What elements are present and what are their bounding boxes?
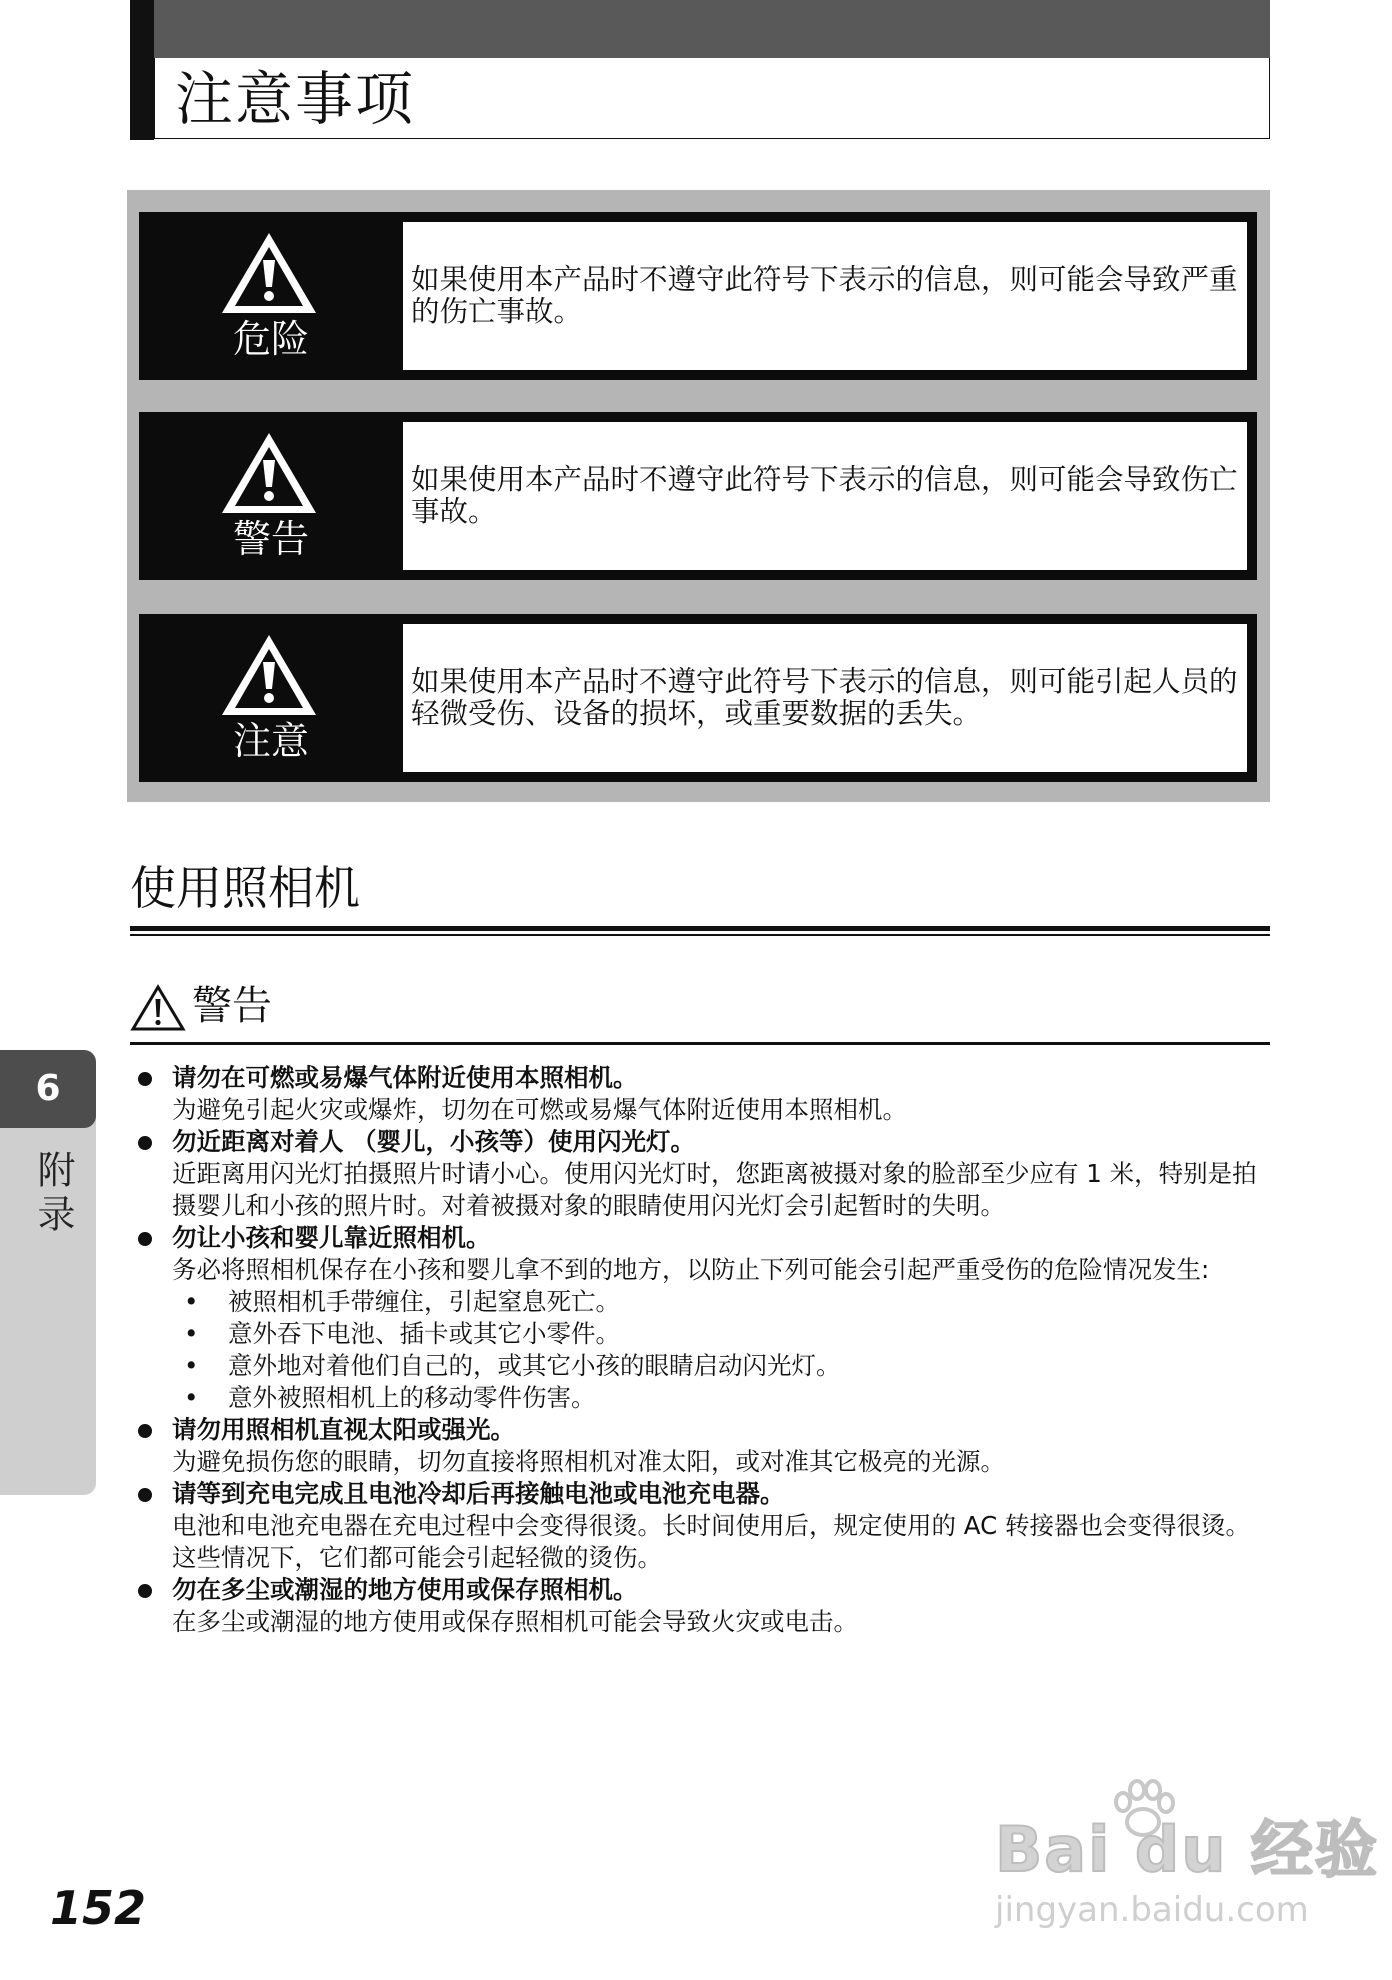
list-item bbox=[130, 1222, 1270, 1414]
list-item bbox=[130, 1414, 1270, 1478]
warning-list bbox=[130, 1062, 1270, 1638]
warning-heading-label: 警告 bbox=[192, 983, 272, 1029]
hazard-icon-cell bbox=[139, 412, 403, 580]
sub-list-item: • 意外吞下电池、插卡或其它小零件。 bbox=[172, 1318, 1270, 1350]
item-body: 为避免损伤您的眼睛，切勿直接将照相机对准太阳，或对准其它极亮的光源。 bbox=[172, 1447, 1005, 1476]
hazard-description: 如果使用本产品时不遵守此符号下表示的信息，则可能会导致伤亡事故。 bbox=[411, 463, 1238, 528]
sub-list bbox=[172, 1286, 1270, 1414]
section-divider bbox=[130, 934, 1270, 936]
item-body: 在多尘或潮湿的地方使用或保存照相机可能会导致火灾或电击。 bbox=[172, 1607, 858, 1636]
warning-triangle-icon bbox=[219, 632, 319, 718]
chapter-label: 附录 bbox=[31, 1150, 75, 1238]
warning-triangle-icon bbox=[219, 430, 319, 516]
watermark-brand: Bai du 经验 bbox=[995, 1813, 1380, 1886]
chapter-side-tab bbox=[0, 1050, 96, 1495]
title-top-bar bbox=[154, 0, 1270, 58]
warning-heading-rule bbox=[130, 1042, 1270, 1045]
item-heading: 请勿用照相机直视太阳或强光。 bbox=[172, 1415, 515, 1444]
section-title: 使用照相机 bbox=[130, 861, 360, 915]
item-heading: 勿在多尘或潮湿的地方使用或保存照相机。 bbox=[172, 1575, 638, 1604]
sub-list-item: • 意外被照相机上的移动零件伤害。 bbox=[172, 1382, 1270, 1414]
sub-list-item: • 被照相机手带缠住，引起窒息死亡。 bbox=[172, 1286, 1270, 1318]
item-heading: 勿近距离对着人 （婴儿，小孩等）使用闪光灯。 bbox=[172, 1127, 696, 1156]
hazard-row-danger bbox=[139, 212, 1257, 380]
title-left-bar bbox=[130, 0, 154, 140]
list-item bbox=[130, 1062, 1270, 1126]
item-heading: 请等到充电完成且电池冷却后再接触电池或电池充电器。 bbox=[172, 1479, 785, 1508]
page-number: 152 bbox=[50, 1881, 147, 1935]
hazard-icon-cell bbox=[139, 212, 403, 380]
list-item bbox=[130, 1126, 1270, 1222]
chapter-number: 6 bbox=[35, 1068, 61, 1109]
title-box bbox=[154, 58, 1270, 139]
hazard-label: 警告 bbox=[232, 517, 309, 561]
list-item bbox=[130, 1478, 1270, 1574]
hazard-description-box bbox=[403, 422, 1247, 570]
list-item bbox=[130, 1574, 1270, 1638]
hazard-legend-panel bbox=[127, 190, 1270, 802]
hazard-icon-cell bbox=[139, 614, 403, 782]
page-title-bar bbox=[130, 0, 1270, 140]
baidu-watermark bbox=[985, 1770, 1380, 1940]
sub-list-item: • 意外地对着他们自己的，或其它小孩的眼睛启动闪光灯。 bbox=[172, 1350, 1270, 1382]
item-body: 务必将照相机保存在小孩和婴儿拿不到的地方，以防止下列可能会引起严重受伤的危险情况发生: bbox=[172, 1255, 1210, 1284]
section-divider bbox=[130, 926, 1270, 931]
page-title: 注意事项 bbox=[175, 65, 416, 133]
item-heading: 请勿在可燃或易爆气体附近使用本照相机。 bbox=[172, 1063, 638, 1092]
hazard-row-caution bbox=[139, 614, 1257, 782]
item-heading: 勿让小孩和婴儿靠近照相机。 bbox=[172, 1223, 491, 1252]
hazard-description: 如果使用本产品时不遵守此符号下表示的信息，则可能会导致严重的伤亡事故。 bbox=[411, 263, 1238, 328]
chapter-number-box bbox=[0, 1050, 96, 1128]
hazard-label: 危险 bbox=[232, 317, 309, 361]
warning-triangle-icon bbox=[130, 984, 186, 1032]
item-body: 电池和电池充电器在充电过程中会变得很烫。长时间使用后，规定使用的 AC 转接器也会变得很烫。这些情况下，它们都可能会引起轻微的烫伤。 bbox=[172, 1511, 1251, 1572]
hazard-description-box bbox=[403, 624, 1247, 772]
hazard-description: 如果使用本产品时不遵守此符号下表示的信息，则可能引起人员的轻微受伤、设备的损坏，或重要数据的丢失。 bbox=[411, 665, 1238, 730]
warning-triangle-icon bbox=[219, 230, 319, 316]
item-body: 为避免引起火灾或爆炸，切勿在可燃或易爆气体附近使用本照相机。 bbox=[172, 1095, 907, 1124]
hazard-label: 注意 bbox=[232, 719, 309, 763]
hazard-row-warning bbox=[139, 412, 1257, 580]
item-body: 近距离用闪光灯拍摄照片时请小心。使用闪光灯时，您距离被摄对象的脸部至少应有 1 米，特别是拍摄婴儿和小孩的照片时。对着被摄对象的眼睛使用闪光灯会引起暂时的失明。 bbox=[172, 1159, 1257, 1220]
watermark-url: jingyan.baidu.com bbox=[995, 1890, 1309, 1930]
hazard-description-box bbox=[403, 222, 1247, 370]
